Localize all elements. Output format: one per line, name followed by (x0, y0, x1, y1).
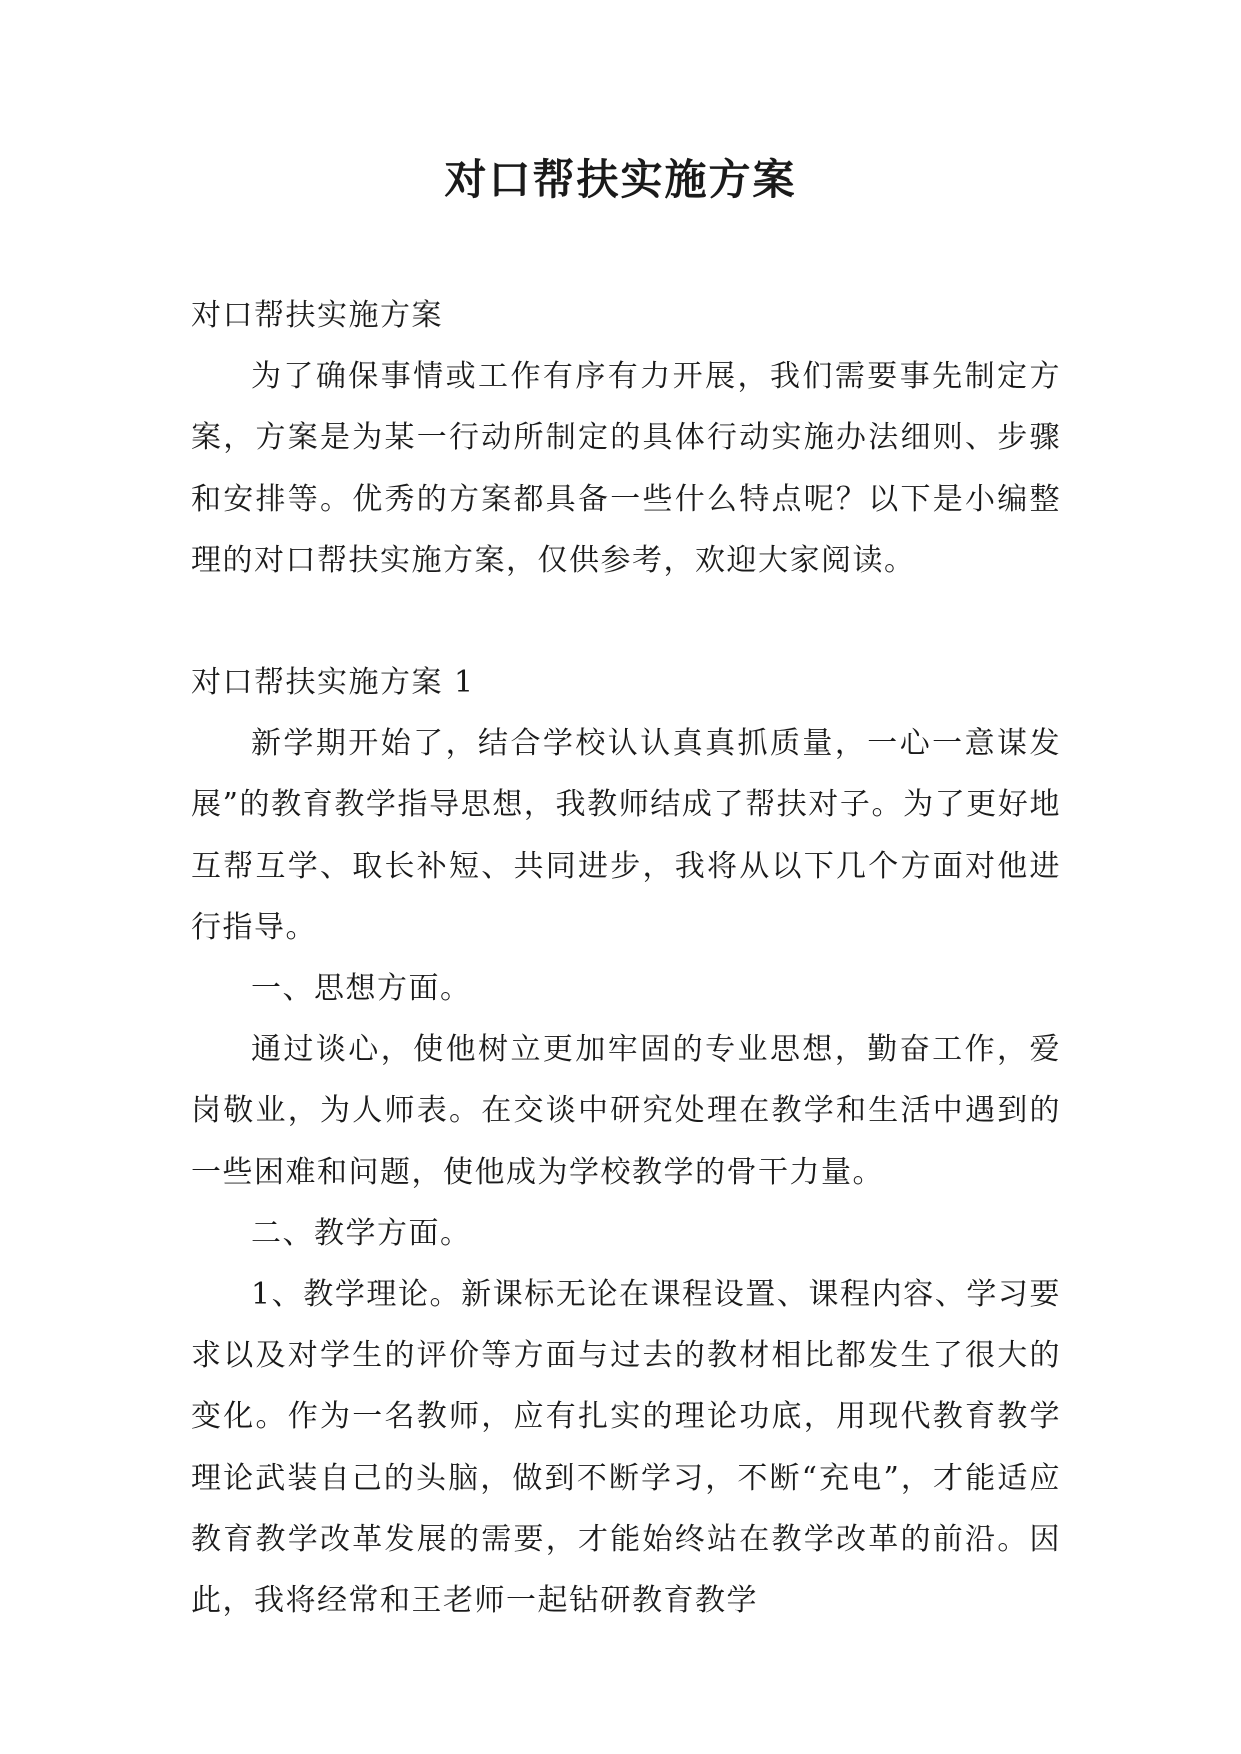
paragraph-spacer (191, 591, 1061, 652)
document-body (191, 285, 1061, 1631)
section-heading: 对口帮扶实施方案 1 (191, 665, 475, 701)
intro-paragraph: 为了确保事情或工作有序有力开展，我们需要事先制定方案，方案是为某一行动所制定的具体行动实施办法细则、步骤和安排等。优秀的方案都具备一些什么特点呢？以下是小编整理的对口帮扶实施方案，仅供参考，欢迎大家阅读。 (191, 359, 1061, 578)
body-paragraph: 通过谈心，使他树立更加牢固的专业思想，勤奋工作，爱岗敬业，为人师表。在交谈中研究处理在教学和生活中遇到的一些困难和问题，使他成为学校教学的骨干力量。 (191, 1032, 1061, 1190)
body-paragraph: 1、教学理论。新课标无论在课程设置、课程内容、学习要求以及对学生的评价等方面与过去的教材相比都发生了很大的变化。作为一名教师，应有扎实的理论功底，用现代教育教学理论武装自己的头脑，做到不断学习，不断“充电”，才能适应教育教学改革发展的需要，才能始终站在教学改革的前沿。因此，我将经常和王老师一起钻研教育教学 (191, 1277, 1061, 1619)
document-title: 对口帮扶实施方案 (444, 155, 797, 204)
subheading-thought: 一、思想方面。 (251, 971, 472, 1007)
subheading-teaching: 二、教学方面。 (251, 1215, 472, 1251)
body-paragraph: 新学期开始了，结合学校认认真真抓质量，一心一意谋发展”的教育教学指导思想，我教师结成了帮扶对子。为了更好地互帮互学、取长补短、共同进步，我将从以下几个方面对他进行指导。 (191, 726, 1061, 945)
subtitle: 对口帮扶实施方案 (191, 298, 443, 333)
